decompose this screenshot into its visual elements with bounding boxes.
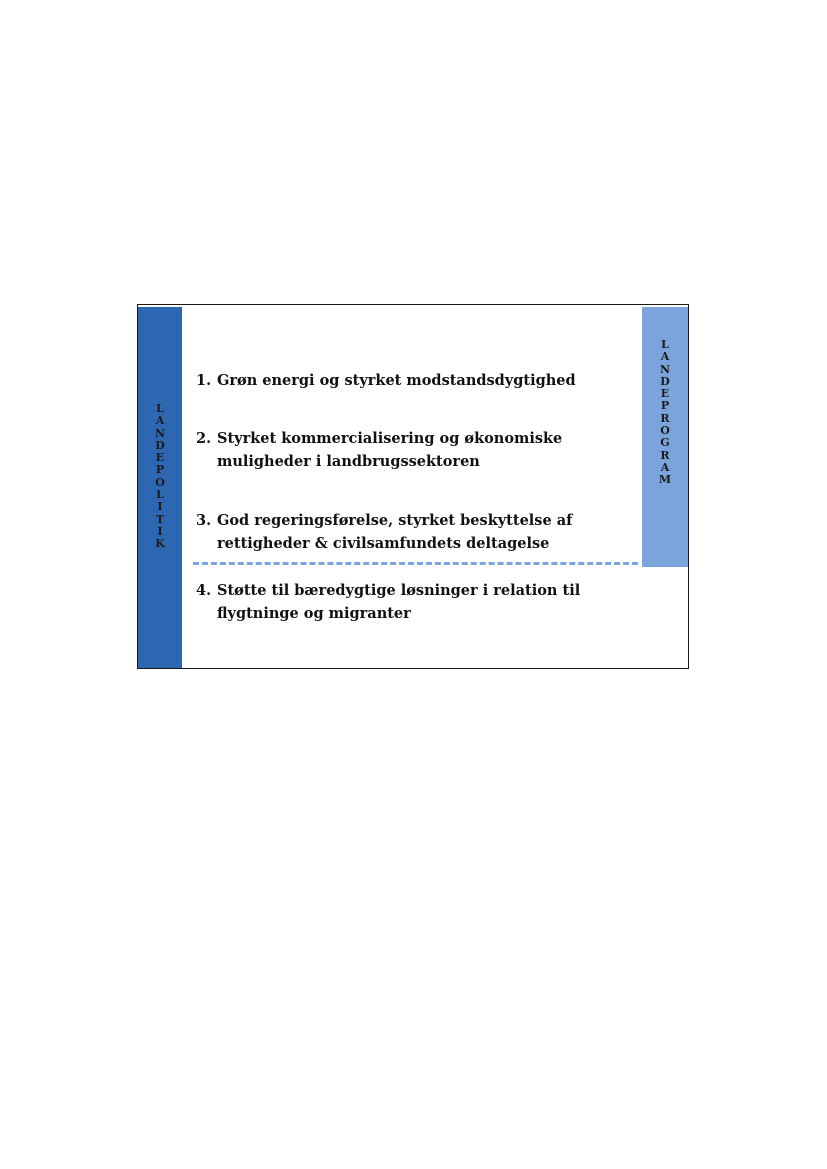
landepolitik-label [138, 403, 182, 551]
label-letter: N [154, 426, 166, 440]
label-letter: I [157, 500, 163, 514]
label-letter: R [660, 448, 670, 462]
item-text: Støtte til bæredygtige løsninger i relation til flygtninge og migranter [217, 582, 581, 622]
list-item [196, 369, 638, 392]
item-text: Styrket kommercialisering og økonomiske muligheder i landbrugssektoren [217, 430, 563, 470]
label-letter: A [660, 460, 670, 474]
label-letter: O [155, 475, 165, 489]
label-letter: A [155, 414, 165, 428]
label-letter: G [660, 436, 670, 450]
diagram-frame [137, 304, 689, 669]
landeprogram-label [642, 339, 688, 487]
label-letter: D [660, 374, 670, 388]
dashed-divider [193, 562, 638, 565]
landepolitik-bar [138, 307, 182, 668]
list-item [196, 427, 638, 473]
label-letter: O [660, 424, 670, 438]
label-letter: L [156, 488, 164, 502]
label-letter: L [661, 338, 669, 351]
item-text: Grøn energi og styrket modstandsdygtighed [217, 372, 576, 389]
item-text: God regeringsførelse, styrket beskyttelse af rettigheder & civilsamfundets deltagelse [217, 512, 573, 552]
label-letter: K [155, 537, 165, 551]
label-letter: P [155, 463, 165, 477]
item-number: 2. [196, 430, 212, 447]
label-letter: E [660, 387, 670, 401]
item-number: 4. [196, 582, 212, 599]
label-letter: D [155, 438, 165, 452]
label-letter: E [155, 451, 165, 465]
label-letter: I [157, 524, 163, 538]
label-letter: P [660, 399, 670, 413]
label-letter: T [155, 512, 165, 526]
label-letter: M [658, 473, 672, 487]
list-item [196, 509, 638, 555]
list-item [196, 579, 638, 625]
label-letter: R [660, 411, 670, 425]
item-number: 1. [196, 372, 212, 389]
label-letter: L [156, 402, 164, 415]
landeprogram-bar [642, 307, 688, 567]
label-letter: N [659, 362, 671, 376]
label-letter: A [660, 350, 670, 364]
item-number: 3. [196, 512, 212, 529]
